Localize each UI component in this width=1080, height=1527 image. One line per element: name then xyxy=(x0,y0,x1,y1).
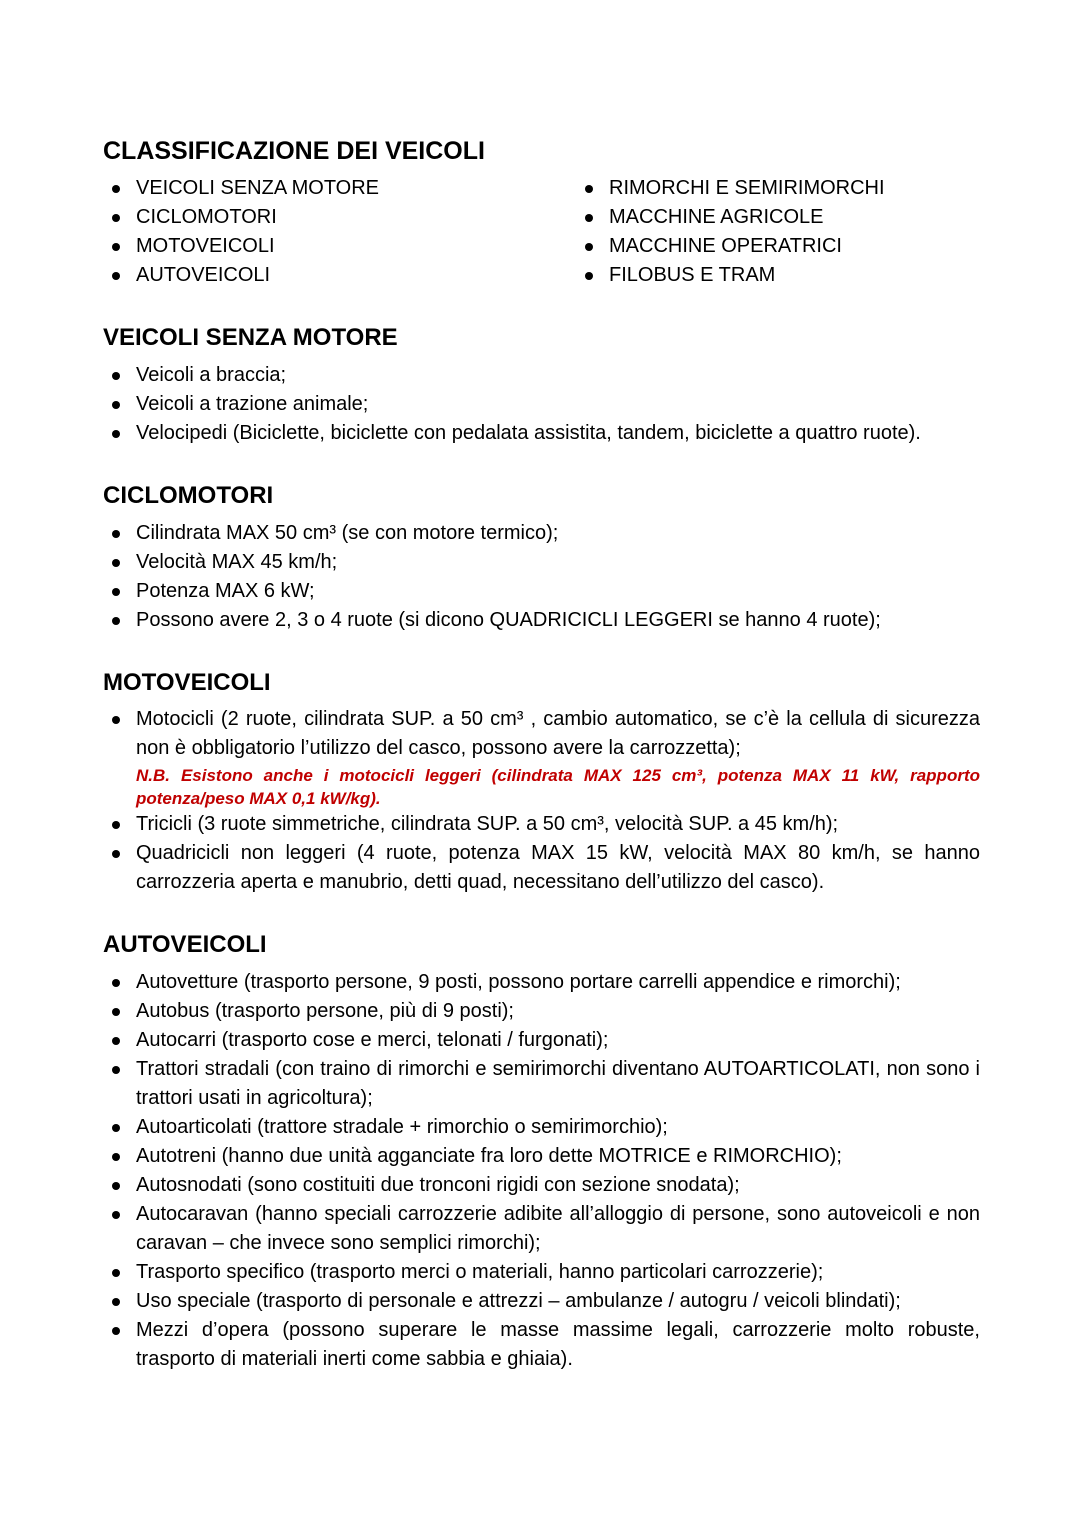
list-item xyxy=(103,1287,980,1316)
list-item xyxy=(576,232,980,261)
list-item xyxy=(103,1142,980,1171)
list-item xyxy=(103,1200,980,1258)
list-item xyxy=(103,203,576,232)
list-item-text: Mezzi d’opera (possono superare le masse massime legali, carrozzerie molto robuste, trasporto di materiali inerti come sabbia e ghiaia). xyxy=(136,1319,980,1371)
list-item xyxy=(103,361,980,390)
section-ciclomotori xyxy=(103,482,980,635)
list-item xyxy=(103,606,980,635)
list-item-text: Veicoli a braccia; xyxy=(136,363,287,386)
section-motoveicoli xyxy=(103,669,980,898)
list-item xyxy=(103,390,980,419)
page-title: CLASSIFICAZIONE DEI VEICOLI xyxy=(103,137,485,165)
section-list xyxy=(103,519,980,635)
list-item-text: MACCHINE OPERATRICI xyxy=(609,235,842,257)
list-item xyxy=(103,705,980,810)
list-item-text: Velocipedi (Biciclette, biciclette con pedalata assistita, tandem, biciclette a quattro ruote). xyxy=(136,421,921,444)
list-item xyxy=(103,419,980,448)
list-item xyxy=(103,1171,980,1200)
list-item-text: MACCHINE AGRICOLE xyxy=(609,206,824,228)
list-item xyxy=(103,839,980,897)
list-item-text: CICLOMOTORI xyxy=(136,206,277,228)
list-item-text: Potenza MAX 6 kW; xyxy=(136,579,315,602)
section-veicoli-senza-motore xyxy=(103,324,980,448)
list-item-text: Trattori stradali (con traino di rimorchi e semirimorchi diventano AUTOARTICOLATI, non sono i trattori usati in agricoltura); xyxy=(136,1058,980,1110)
overview-right-column xyxy=(576,174,980,290)
list-item-text: Autovetture (trasporto persone, 9 posti, possono portare carrelli appendice e rimorchi); xyxy=(136,971,901,994)
section-list xyxy=(103,705,980,897)
list-item-text: Trasporto specifico (trasporto merci o materiali, hanno particolari carrozzerie); xyxy=(136,1261,824,1284)
list-item xyxy=(103,1258,980,1287)
list-item xyxy=(103,548,980,577)
section-heading: MOTOVEICOLI xyxy=(103,668,271,696)
nb-note: N.B. Esistono anche i motocicli leggeri (cilindrata MAX 125 cm³, potenza MAX 11 kW, rapporto potenza/peso MAX 0,1 kW/kg). xyxy=(136,766,980,809)
list-item xyxy=(103,1316,980,1374)
list-item-text: Tricicli (3 ruote simmetriche, cilindrata SUP. a 50 cm³, velocità SUP. a 45 km/h); xyxy=(136,813,839,836)
list-item-text: AUTOVEICOLI xyxy=(136,264,271,286)
section-list xyxy=(103,361,980,448)
list-item-text: Autocaravan (hanno speciali carrozzerie adibite all’alloggio di persone, sono autoveicoli e non caravan – che invece sono semplici rimorchi); xyxy=(136,1203,980,1255)
list-item-text: Veicoli a trazione animale; xyxy=(136,392,369,415)
overview-two-column-list xyxy=(103,174,980,290)
list-item xyxy=(103,1026,980,1055)
list-item xyxy=(576,261,980,290)
list-item-text: Uso speciale (trasporto di personale e attrezzi – ambulanze / autogru / veicoli blindati); xyxy=(136,1290,901,1313)
list-item-text: RIMORCHI E SEMIRIMORCHI xyxy=(609,177,885,199)
list-item-text: Autoarticolati (trattore stradale + rimorchio o semirimorchio); xyxy=(136,1116,668,1139)
section-heading: CICLOMOTORI xyxy=(103,481,274,509)
list-item-text: Velocità MAX 45 km/h; xyxy=(136,550,338,573)
overview-left-column xyxy=(103,174,576,290)
list-item-text: Quadricicli non leggeri (4 ruote, potenza MAX 15 kW, velocità MAX 80 km/h, se hanno carrozzeria aperta e manubrio, detti quad, necessitano dell’utilizzo del casco). xyxy=(136,842,980,894)
list-item-text: Cilindrata MAX 50 cm³ (se con motore termico); xyxy=(136,521,559,544)
list-item xyxy=(103,810,980,839)
list-item-text: VEICOLI SENZA MOTORE xyxy=(136,177,380,199)
list-item-text: Autobus (trasporto persone, più di 9 posti); xyxy=(136,1000,514,1023)
section-heading: AUTOVEICOLI xyxy=(103,931,267,959)
list-item xyxy=(103,261,576,290)
list-item xyxy=(103,1113,980,1142)
list-item xyxy=(103,1055,980,1113)
section-heading: VEICOLI SENZA MOTORE xyxy=(103,324,398,351)
list-item-text: Autocarri (trasporto cose e merci, telonati / furgonati); xyxy=(136,1029,609,1052)
list-item xyxy=(576,203,980,232)
list-item-text: Possono avere 2, 3 o 4 ruote (si dicono QUADRICICLI LEGGERI se hanno 4 ruote); xyxy=(136,608,881,631)
list-item xyxy=(103,997,980,1026)
list-item-text: MOTOVEICOLI xyxy=(136,235,275,257)
list-item xyxy=(103,577,980,606)
list-item-text: Autosnodati (sono costituiti due tronconi rigidi con sezione snodata); xyxy=(136,1174,740,1197)
list-item-text: Motocicli (2 ruote, cilindrata SUP. a 50 cm³ , cambio automatico, se c’è la cellula di sicurezza non è obbligatorio l’utilizzo del casco, possono avere la carrozzetta); xyxy=(136,708,980,760)
list-item xyxy=(576,174,980,203)
list-item-text: Autotreni (hanno due unità agganciate fra loro dette MOTRICE e RIMORCHIO); xyxy=(136,1145,842,1168)
list-item xyxy=(103,968,980,997)
section-list xyxy=(103,968,980,1374)
list-item-text: FILOBUS E TRAM xyxy=(609,264,776,286)
section-autoveicoli xyxy=(103,931,980,1374)
list-item xyxy=(103,519,980,548)
list-item xyxy=(103,232,576,261)
list-item xyxy=(103,174,576,203)
